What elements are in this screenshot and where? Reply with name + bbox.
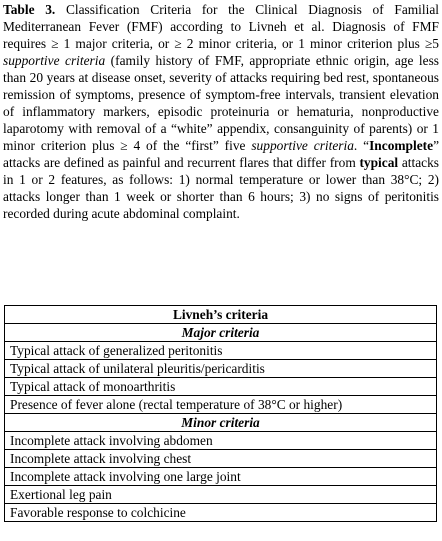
major-criterion-cell: Typical attack of generalized peritonitis bbox=[5, 342, 437, 360]
table-row bbox=[5, 468, 437, 486]
major-criteria-title: Major criteria bbox=[5, 324, 437, 342]
major-criterion-cell: Typical attack of unilateral pleuritis/pericarditis bbox=[5, 360, 437, 378]
minor-criterion-cell: Incomplete attack involving chest bbox=[5, 450, 437, 468]
minor-criterion-cell: Exertional leg pain bbox=[5, 486, 437, 504]
minor-criteria-title-row bbox=[5, 414, 437, 432]
caption-text-1: Classification Criteria for the Clinical Diagnosis of Familial Mediterranean Fever (FMF) according to Livneh et al. Diagnosis of FMF requires ≥ 1 major criteria, or ≥ 2 minor criteria, or 1 minor criterion plus ≥5 bbox=[3, 2, 440, 51]
minor-criterion-cell: Favorable response to colchicine bbox=[5, 504, 437, 522]
minor-criteria-title: Minor criteria bbox=[5, 414, 437, 432]
major-criterion-cell: Presence of fever alone (rectal temperature of 38°C or higher) bbox=[5, 396, 437, 414]
table-row bbox=[5, 432, 437, 450]
major-criterion-cell: Typical attack of monoarthritis bbox=[5, 378, 437, 396]
table-row bbox=[5, 504, 437, 522]
table-row bbox=[5, 342, 437, 360]
table-header: Livneh’s criteria bbox=[5, 306, 437, 324]
caption-incomplete-term: Incomplete bbox=[369, 138, 434, 153]
minor-criterion-cell: Incomplete attack involving abdomen bbox=[5, 432, 437, 450]
caption-emphasis-2: supportive criteria bbox=[251, 138, 354, 153]
table-row bbox=[5, 378, 437, 396]
caption-text-3: . “ bbox=[353, 138, 370, 153]
caption-typical-term: typical bbox=[359, 155, 399, 170]
table-label: Table 3. bbox=[3, 2, 56, 17]
minor-criterion-cell: Incomplete attack involving one large joint bbox=[5, 468, 437, 486]
table-caption bbox=[3, 1, 439, 222]
table-row bbox=[5, 450, 437, 468]
caption-text-4: ” attacks are defined as painful and recurrent flares that differ from bbox=[3, 138, 440, 170]
table-row bbox=[5, 396, 437, 414]
major-criteria-title-row bbox=[5, 324, 437, 342]
table-header-row bbox=[5, 306, 437, 324]
table-row bbox=[5, 486, 437, 504]
caption-emphasis-1: supportive criteria bbox=[3, 53, 106, 68]
criteria-table bbox=[4, 305, 437, 522]
caption-text-5: attacks in 1 or 2 features, as follows: 1) normal temperature or lower than 38°C; 2) attacks longer than 1 week or shorter than 6 hours; 3) no signs of peritonitis recorded during acute abdominal complaint. bbox=[3, 155, 440, 221]
table-row bbox=[5, 360, 437, 378]
caption-text-2: (family history of FMF, appropriate ethnic origin, age less than 20 years at disease onset, severity of attacks requiring bed rest, spontaneous remission of symptoms, presence of symptom-free intervals, transient elevation of inflammatory markers, episodic proteinuria or hematuria, nonproductive laparotomy with removal of a “white” appendix, consanguinity of parents) or 1 minor criterion plus ≥ 4 of the “first” five bbox=[3, 53, 440, 153]
